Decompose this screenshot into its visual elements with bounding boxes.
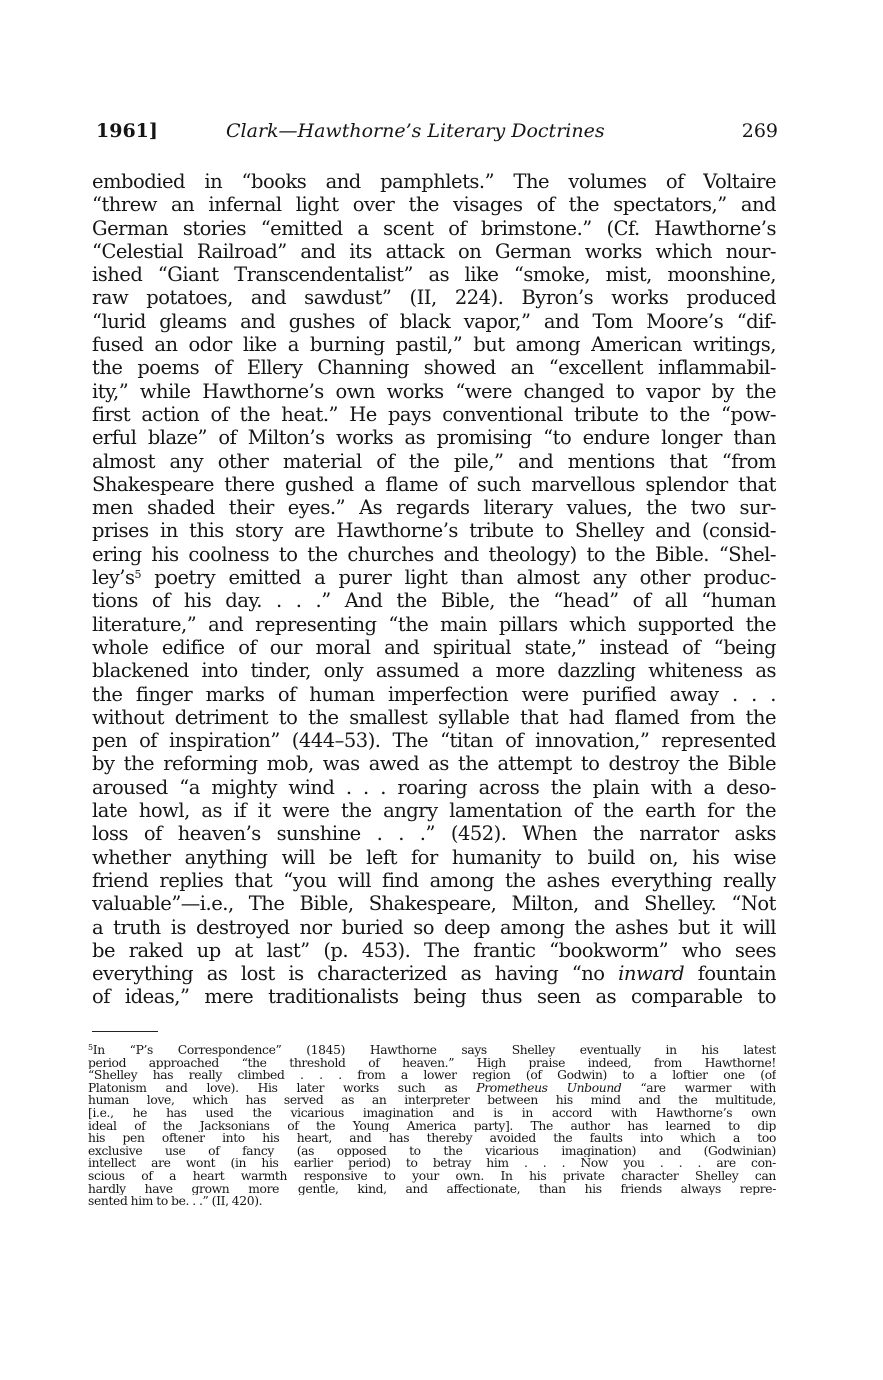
text-line: a truth is destroyed nor buried so deep among the ashes but it will <box>92 915 776 939</box>
text-line: late howl, as if it were the angry lamentation of the earth for the <box>92 799 776 823</box>
text-line: be raked up at last” (p. 453). The frantic “bookworm” who sees <box>92 938 776 962</box>
text-line: of ideas,” mere traditionalists being thus seen as comparable to <box>92 985 776 1009</box>
text-line: by the reforming mob, was awed as the attempt to destroy the Bible <box>92 752 776 776</box>
text-line: loss of heaven’s sunshine . . .” (452). When the narrator asks <box>92 822 776 846</box>
text-line: pen of inspiration” (444–53). The “titan of innovation,” represented <box>92 729 776 753</box>
text-line: erful blaze” of Milton’s works as promising “to endure longer than <box>92 426 776 450</box>
page-number: 269 <box>741 120 778 142</box>
text-line: almost any other material of the pile,” and mentions that “from <box>92 449 776 473</box>
footnote-separator-rule <box>92 1031 158 1032</box>
text-line: aroused “a mighty wind . . . roaring across the plain with a deso- <box>92 775 776 799</box>
text-fragment: In “P’s Correspondence” (1845) Hawthorne says Shelley eventually in his latest <box>92 1044 776 1057</box>
volume-year: 1961] <box>96 120 158 142</box>
footnote-line: hardly have grown more gentle, kind, and affectionate, than his friends always repre- <box>88 1182 776 1196</box>
text-line: first action of the heat.” He pays conventional tribute to the “pow- <box>92 402 776 426</box>
text-line: ering his coolness to the churches and theology) to the Bible. “Shel- <box>92 542 776 566</box>
text-line: prises in this story are Hawthorne’s tribute to Shelley and (consid- <box>92 519 776 543</box>
text-line: men shaded their eyes.” As regards literary values, the two sur- <box>92 496 776 520</box>
text-line-with-italic <box>92 962 776 985</box>
text-line: German stories “emitted a scent of brimstone.” (Cf. Hawthorne’s <box>92 216 776 240</box>
text-line: blackened into tinder, only assumed a more dazzling whiteness as <box>92 659 776 683</box>
footnote-line: ideal of the Jacksonians of the Young America party]. The author has learned to dip <box>88 1119 776 1133</box>
italic-work-title: Prometheus Unbound <box>476 1081 622 1095</box>
footnote-line: “Shelley has really climbed . . . from a lower region (of Godwin) to a loftier one (of <box>88 1069 776 1082</box>
main-body-text <box>92 170 776 1009</box>
running-title: Clark—Hawthorne’s Literary Doctrines <box>226 120 605 142</box>
text-line: friend replies that “you will find among the ashes everything really <box>92 868 776 892</box>
text-fragment: poetry emitted a purer light than almost any other produc- <box>141 566 776 590</box>
footnote-line <box>88 1044 776 1057</box>
text-line: Shakespeare there gushed a flame of such marvellous splendor that <box>92 472 776 496</box>
text-line: valuable”—i.e., The Bible, Shakespeare, Milton, and Shelley. “Not <box>92 892 776 916</box>
footnote-marker: 5 <box>88 1044 93 1052</box>
footnote-line: exclusive use of fancy (as opposed to the vicarious imagination) and (Godwinian) <box>88 1144 776 1158</box>
text-line: without detriment to the smallest syllable that had flamed from the <box>92 705 776 729</box>
text-line: the finger marks of human imperfection were purified away . . . <box>92 682 776 706</box>
footnote-line-with-italic <box>88 1082 776 1095</box>
text-fragment: everything as lost is characterized as having “no <box>92 962 605 986</box>
text-line: embodied in “books and pamphlets.” The volumes of Voltaire <box>92 170 776 193</box>
footnote-line: his pen oftener into his heart, and has thereby avoided the faults into which a too <box>88 1132 776 1145</box>
text-line: ity,” while Hawthorne’s own works “were changed to vapor by the <box>92 379 776 403</box>
text-fragment: fountain <box>684 962 776 986</box>
text-line: whole edifice of our moral and spiritual state,” instead of “being <box>92 635 776 659</box>
text-fragment: Platonism and love). His later works such as <box>88 1081 458 1095</box>
text-line: literature,” and representing “the main pillars which supported the <box>92 612 776 636</box>
footnote-line: scious of a heart warmth responsive to your own. In his private character Shelley can <box>88 1169 776 1183</box>
footnote-reference: 5 <box>134 568 141 582</box>
text-line: the poems of Ellery Channing showed an “excellent inflammabil- <box>92 356 776 380</box>
text-fragment: ley’s <box>92 566 135 590</box>
running-header <box>96 120 778 150</box>
footnote <box>88 1044 776 1208</box>
italic-word: inward <box>618 962 685 986</box>
text-fragment: “are warmer with <box>621 1081 776 1095</box>
footnote-line: [i.e., he has used the vicarious imagination and is in accord with Hawthorne’s own <box>88 1106 776 1120</box>
footnote-line: period approached “the threshold of heaven.” High praise indeed, from Hawthorne! <box>88 1056 776 1070</box>
text-line: “lurid gleams and gushes of black vapor,” and Tom Moore’s “dif- <box>92 309 776 333</box>
footnote-line: sented him to be. . .” (II, 420). <box>88 1195 263 1208</box>
text-line: whether anything will be left for humanity to build on, his wise <box>92 845 776 869</box>
text-line-with-footnote-ref <box>92 566 776 589</box>
text-line: fused an odor like a burning pastil,” but among American writings, <box>92 333 776 357</box>
text-line: tions of his day. . . .” And the Bible, the “head” of all “human <box>92 589 776 613</box>
text-line: “threw an infernal light over the visages of the spectators,” and <box>92 193 776 217</box>
footnote-line: intellect are wont (in his earlier period) to betray him . . . Now you . . . are con- <box>88 1157 776 1170</box>
footnote-line: human love, which has served as an interpreter between his mind and the multitude, <box>88 1094 776 1107</box>
text-line: “Celestial Railroad” and its attack on German works which nour- <box>92 239 776 263</box>
text-line: ished “Giant Transcendentalist” as like “smoke, mist, moonshine, <box>92 263 776 287</box>
text-line: raw potatoes, and sawdust” (II, 224). Byron’s works produced <box>92 286 776 310</box>
